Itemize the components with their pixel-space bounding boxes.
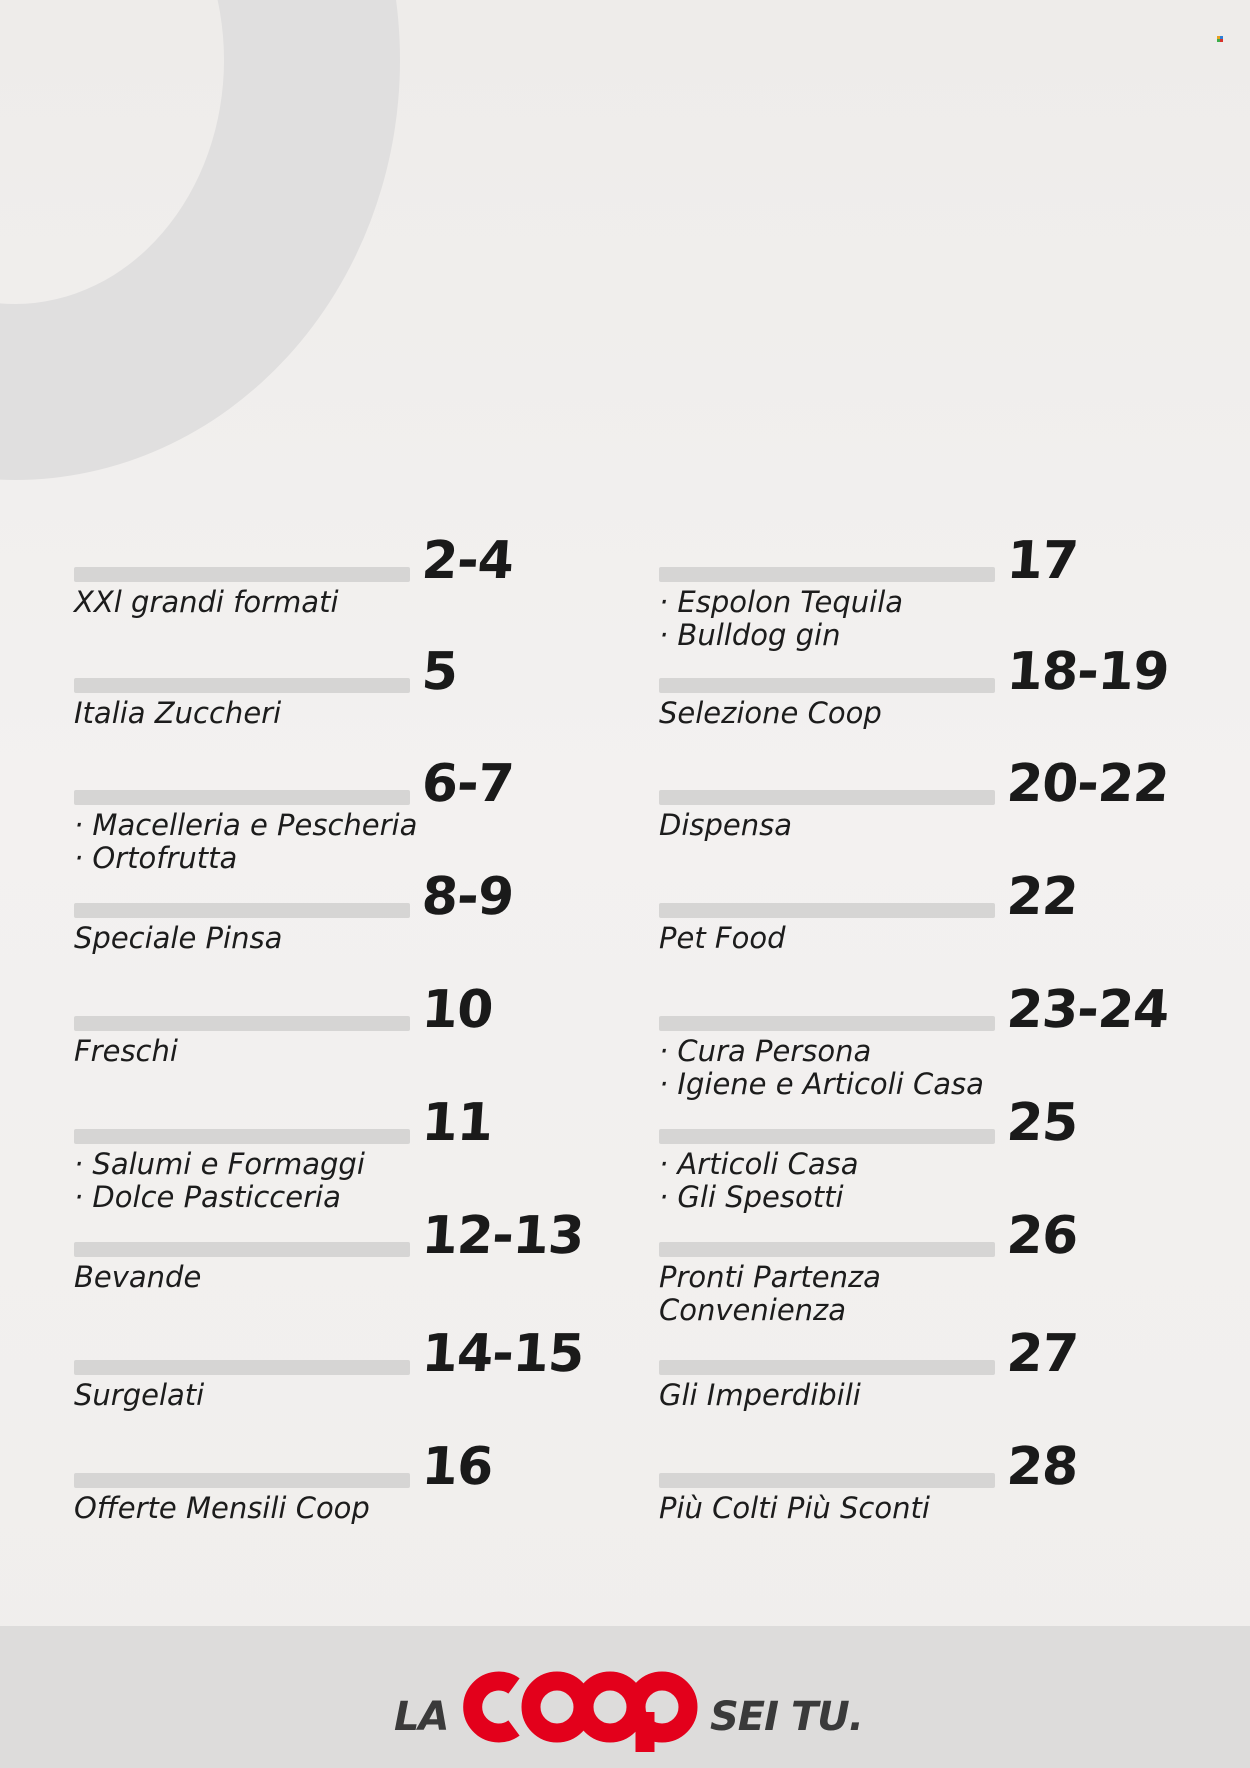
section-label: Freschi [74,1034,178,1068]
section-label: XXl grandi formati [74,585,339,619]
section-label: Bevande [74,1260,202,1294]
page-range: 14-15 [419,1324,586,1384]
section-label: · Igiene e Articoli Casa [659,1067,984,1101]
section-label: · Gli Spesotti [659,1180,844,1214]
page-range: 11 [419,1093,495,1153]
index-entry [659,1324,1219,1445]
index-entry [659,1437,1219,1558]
index-entry-bar [74,1473,410,1488]
index-entry-bar [659,1129,995,1144]
index-entry-bar [74,567,410,582]
section-labels [74,1261,634,1294]
section-labels [659,1035,1219,1101]
section-label: · Articoli Casa [659,1147,859,1181]
section-label: · Bulldog gin [659,618,841,652]
color-dot-mark [1217,36,1223,42]
page-range: 20-22 [1004,754,1171,814]
section-labels [74,1035,634,1068]
index-entry [74,1093,634,1214]
section-labels [659,697,1219,730]
index-entry [659,754,1219,875]
index-entry-bar [74,1242,410,1257]
index-entry-bar [74,678,410,693]
index-entry-bar [659,567,995,582]
slogan-left: LA [394,1694,449,1740]
section-label: Convenienza [659,1293,847,1327]
section-labels [659,809,1219,842]
index-entry [659,642,1219,763]
index-entry [74,531,634,652]
coop-logo [392,1662,872,1752]
index-entry [74,1324,634,1445]
section-labels [74,1492,634,1525]
section-label: Più Colti Più Sconti [659,1491,930,1525]
index-entry-bar [74,1360,410,1375]
section-labels [74,1148,634,1214]
coop-wordmark [462,1662,702,1752]
index-entry [659,1206,1219,1327]
section-labels [74,697,634,730]
section-labels [74,922,634,955]
page-range: 22 [1004,867,1080,927]
page-range: 25 [1004,1093,1080,1153]
index-entry [74,867,634,988]
section-label: · Cura Persona [659,1034,872,1068]
section-label: · Ortofrutta [74,841,238,875]
index-entry [74,980,634,1101]
decorative-ring [0,0,400,480]
index-entry [74,1437,634,1558]
section-labels [659,1148,1219,1214]
section-labels [659,1492,1219,1525]
page-range: 17 [1004,531,1080,591]
index-entry [659,867,1219,988]
page-range: 27 [1004,1324,1080,1384]
index-entry [659,531,1219,652]
section-labels [74,809,634,875]
index-entry-bar [659,1242,995,1257]
section-label: Surgelati [74,1378,205,1412]
page-range: 2-4 [419,531,516,591]
section-labels [659,922,1219,955]
section-labels [659,1261,1219,1327]
section-label: Offerte Mensili Coop [74,1491,370,1525]
page-range: 8-9 [419,867,516,927]
page-range: 26 [1004,1206,1080,1266]
section-labels [74,1379,634,1412]
section-label: Pronti Partenza [659,1260,881,1294]
page-range: 5 [419,642,460,702]
index-entry-bar [74,1016,410,1031]
page-range: 10 [419,980,495,1040]
section-label: Italia Zuccheri [74,696,282,730]
index-entry [659,980,1219,1101]
section-label: Pet Food [659,921,786,955]
index-entry-bar [74,1129,410,1144]
index-entry [659,1093,1219,1214]
section-label: Dispensa [659,808,793,842]
section-label: Speciale Pinsa [74,921,283,955]
section-label: · Salumi e Formaggi [74,1147,365,1181]
index-entry-bar [74,790,410,805]
page-range: 28 [1004,1437,1080,1497]
index-entry-bar [74,903,410,918]
page-range: 18-19 [1004,642,1171,702]
section-label: Selezione Coop [659,696,882,730]
footer-band [0,1626,1250,1768]
page-range: 12-13 [419,1206,586,1266]
index-entry-bar [659,1473,995,1488]
index-entry-bar [659,790,995,805]
index-entry [74,642,634,763]
section-label: · Dolce Pasticceria [74,1180,341,1214]
page-range: 6-7 [419,754,516,814]
index-entry-bar [659,903,995,918]
section-label: Gli Imperdibili [659,1378,861,1412]
index-entry [74,754,634,875]
section-label: · Macelleria e Pescheria [74,808,418,842]
section-labels [74,586,634,619]
page-range: 23-24 [1004,980,1171,1040]
section-labels [659,1379,1219,1412]
index-entry-bar [659,678,995,693]
slogan-right: SEI TU. [710,1694,863,1740]
page-range: 16 [419,1437,495,1497]
index-entry-bar [659,1016,995,1031]
index-entry [74,1206,634,1327]
index-entry-bar [659,1360,995,1375]
section-label: · Espolon Tequila [659,585,904,619]
